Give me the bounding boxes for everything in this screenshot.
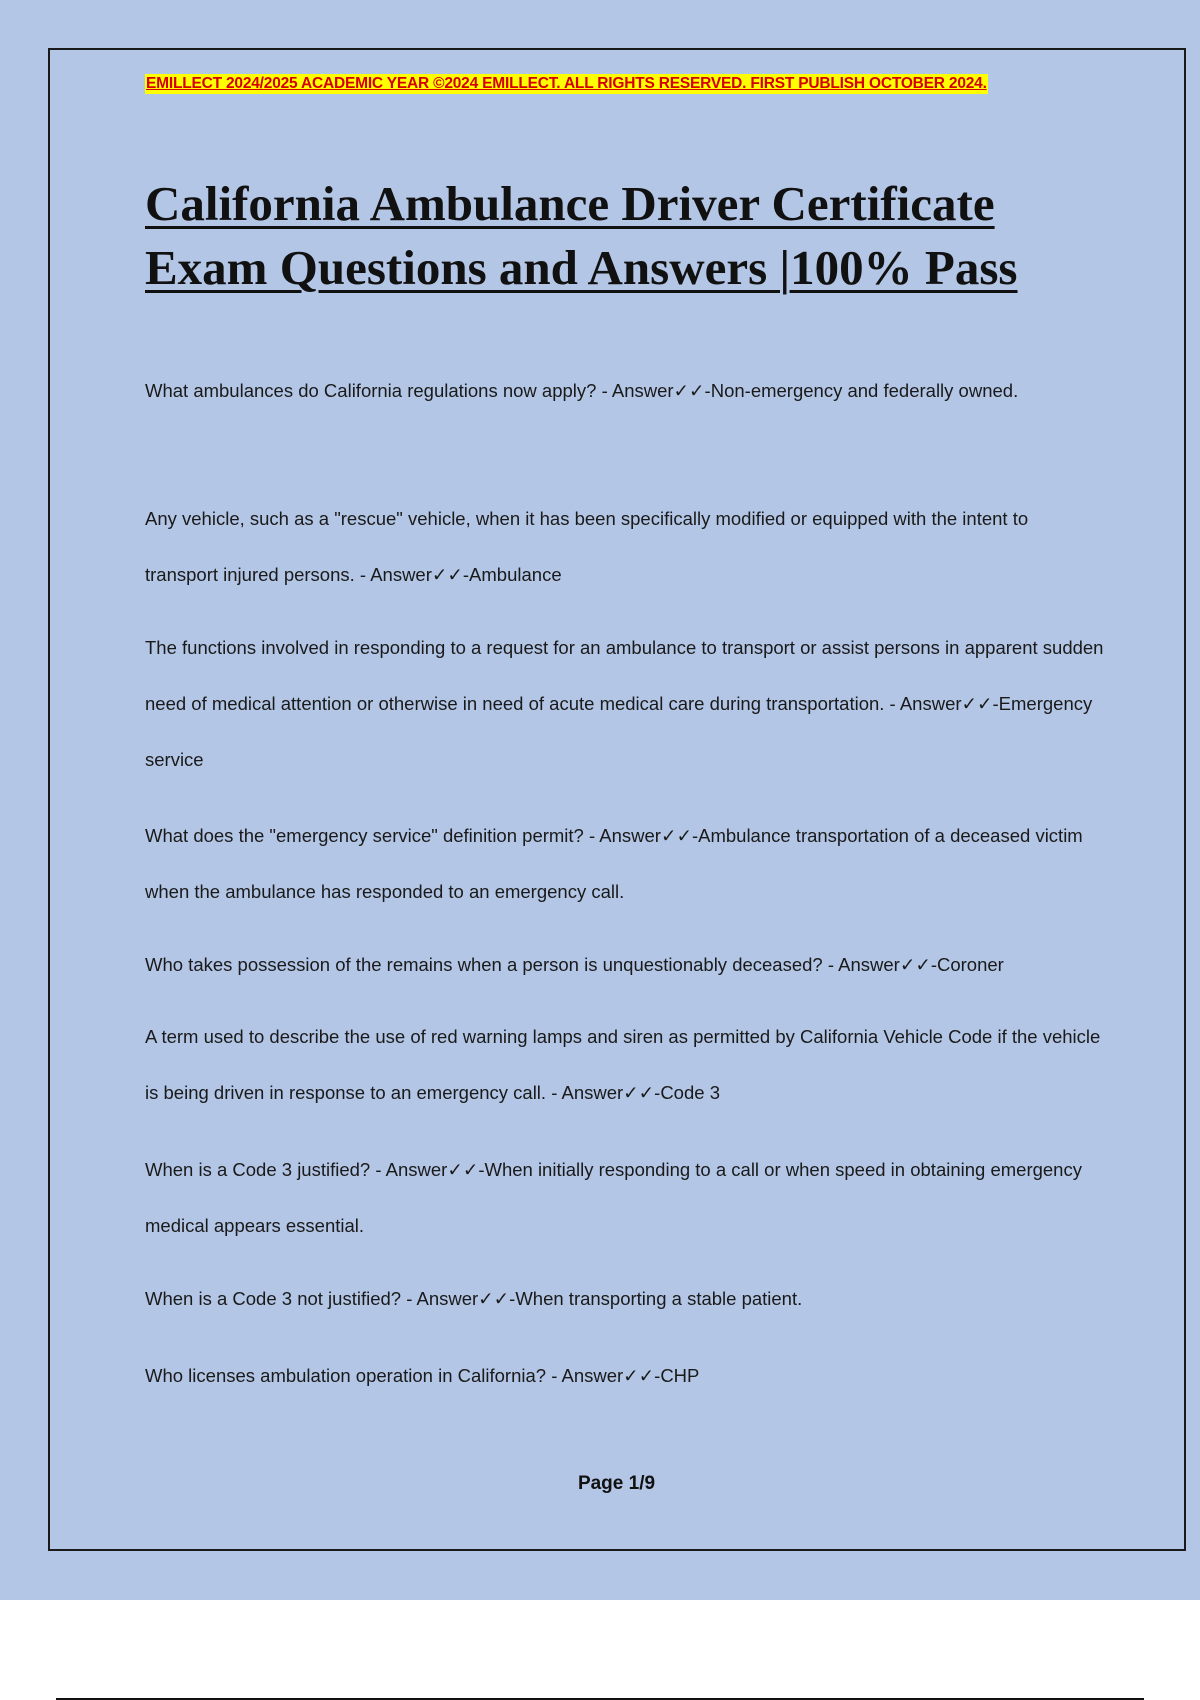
page-number: Page 1/9 — [577, 1473, 656, 1494]
title-line-1: California Ambulance Driver Certificate — [145, 176, 995, 231]
qa-item-1: What ambulances do California regulations now apply? - Answer✓✓-Non-emergency and federally owned. — [145, 380, 1019, 401]
qa-item-3: The functions involved in responding to a request for an ambulance to transport or assist persons in apparent sudden need of medical attention or otherwise in need of acute medical care during transportation. - Answer✓✓-Emergency service — [145, 637, 1104, 770]
document-title — [145, 172, 1105, 300]
qa-item-6: A term used to describe the use of red warning lamps and siren as permitted by California Vehicle Code if the vehicle is being driven in response to an emergency call. - Answer✓✓-Code 3 — [145, 1026, 1101, 1103]
qa-item-9: Who licenses ambulation operation in California? - Answer✓✓-CHP — [145, 1365, 700, 1386]
title-line-2: Exam Questions and Answers |100% Pass — [145, 240, 1018, 295]
copyright-banner: EMILLECT 2024/2025 ACADEMIC YEAR ©2024 EMILLECT. ALL RIGHTS RESERVED. FIRST PUBLISH OCTOBER 2024. — [146, 75, 987, 92]
qa-item-7: When is a Code 3 justified? - Answer✓✓-When initially responding to a call or when speed in obtaining emergency medical appears essential. — [145, 1159, 1082, 1236]
qa-item-4: What does the "emergency service" definition permit? - Answer✓✓-Ambulance transportation of a deceased victim when the ambulance has responded to an emergency call. — [145, 825, 1083, 902]
qa-item-5: Who takes possession of the remains when a person is unquestionably deceased? - Answer✓✓-Coroner — [145, 954, 1004, 975]
qa-item-8: When is a Code 3 not justified? - Answer✓✓-When transporting a stable patient. — [145, 1288, 803, 1309]
qa-item-2: Any vehicle, such as a "rescue" vehicle, when it has been specifically modified or equipped with the intent to transport injured persons. - Answer✓✓-Ambulance — [145, 508, 1029, 585]
